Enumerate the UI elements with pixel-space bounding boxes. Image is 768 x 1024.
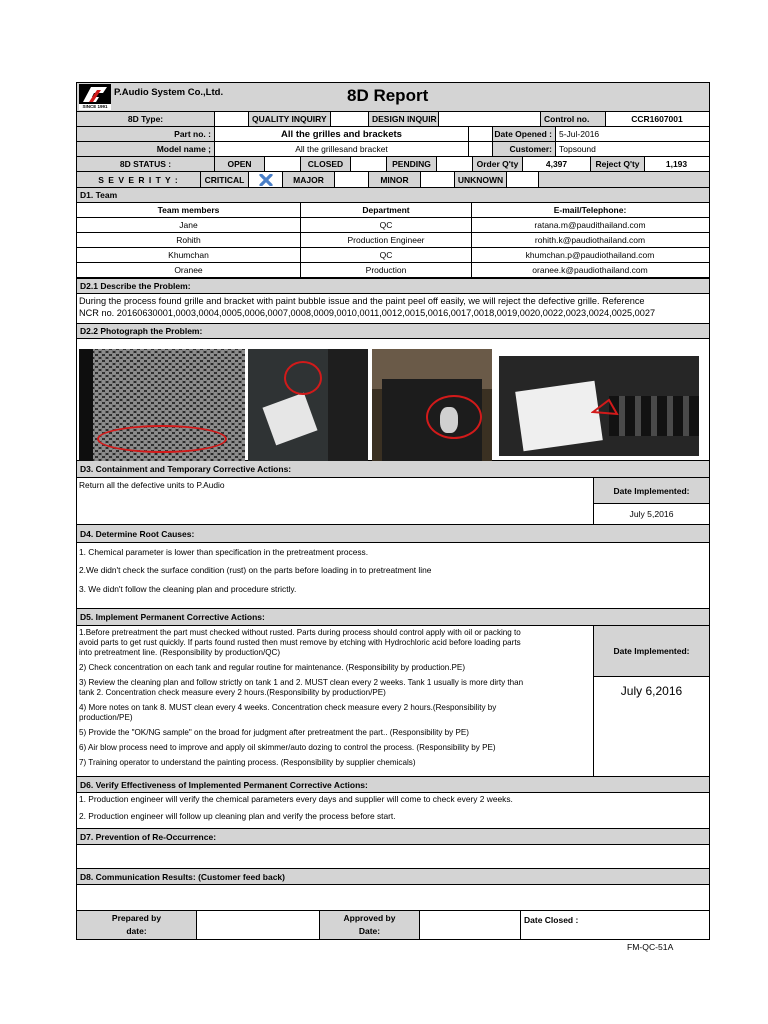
reject-qty-value[interactable]: 1,193 <box>665 159 688 169</box>
severity-critical: CRITICAL <box>201 172 249 187</box>
corrective-actions <box>79 628 523 768</box>
severity-unknown: UNKNOWN <box>455 172 507 187</box>
d21-title: D2.1 Describe the Problem: <box>77 279 709 294</box>
status-row <box>77 157 709 172</box>
prepared-by-line2: date: <box>126 926 147 936</box>
corrective-action-line: production/PE) <box>79 713 133 722</box>
root-cause-item: 1. Chemical parameter is lower than specification in the pretreatment process. <box>79 547 369 557</box>
signature-row <box>77 911 709 939</box>
problem-description <box>79 296 655 319</box>
d4-body <box>77 543 709 609</box>
type-row <box>77 112 709 127</box>
status-closed: CLOSED <box>301 157 351 171</box>
part-no-label: Part no. : <box>77 127 215 141</box>
table-row <box>77 218 709 233</box>
d5-title: D5. Implement Permanent Corrective Actions: <box>77 609 709 626</box>
prepared-by-line1: Prepared by <box>111 913 162 923</box>
model-name-label: Model name ; <box>77 142 215 156</box>
reject-qty-label: Reject Q'ty <box>591 157 645 171</box>
verification-item: 2. Production engineer will follow up cleaning plan and verify the process before start. <box>79 811 396 821</box>
approved-by-field[interactable] <box>420 911 521 939</box>
severity-minor-checkbox[interactable] <box>421 172 455 187</box>
prepared-by-field[interactable] <box>197 911 320 939</box>
control-no-label: Control no. <box>541 112 606 126</box>
approved-by-label <box>320 911 420 939</box>
x-mark-icon <box>259 174 273 186</box>
table-row <box>77 263 709 278</box>
corrective-action-line: 4) More notes on tank 8. MUST clean every 4 weeks. Concentration check measure every 2 hours.(Responsibility by <box>79 703 497 712</box>
problem-description-line1: During the process found grille and bracket with paint bubble issue and the paint peel off easily, we will reject the defective grille. Reference <box>79 296 645 306</box>
corrective-action-line: tank 2. Concentration check measure every 2 hours.(Responsibility by production/PE) <box>79 688 386 697</box>
team-member-email[interactable]: khumchan.p@paudiothailand.com <box>525 250 655 260</box>
d4-title: D4. Determine Root Causes: <box>77 525 709 543</box>
defect-photo-closeup <box>372 349 492 461</box>
arrow-mark-icon <box>591 398 621 418</box>
part-row <box>77 127 709 142</box>
d22-photos <box>77 339 709 461</box>
d1-header-email: E-mail/Telephone: <box>553 205 627 215</box>
team-member-department: Production <box>301 263 472 277</box>
corrective-action-line: 2) Check concentration on each tank and regular routine for maintenance. (Responsibility by production.PE) <box>79 663 466 672</box>
date-closed-label[interactable]: Date Closed : <box>524 915 579 925</box>
prepared-by-label <box>77 911 197 939</box>
team-member-department: Production Engineer <box>301 233 472 247</box>
team-member-name: Oranee <box>77 263 301 277</box>
severity-label: S E V E R I T Y : <box>77 172 201 187</box>
date-opened-value[interactable]: 5-Jul-2016 <box>559 129 600 139</box>
defect-photo-grille <box>79 349 245 461</box>
status-label: 8D STATUS : <box>77 157 215 171</box>
status-open-checkbox[interactable] <box>265 157 301 171</box>
customer-label: Customer: <box>493 142 556 156</box>
d6-title: D6. Verify Effectiveness of Implemented Permanent Corrective Actions: <box>77 777 709 793</box>
table-row <box>77 233 709 248</box>
verification-item: 1. Production engineer will verify the chemical parameters every days and supplier will come to check every 2 weeks. <box>79 794 513 804</box>
severity-major: MAJOR <box>283 172 335 187</box>
team-member-department: QC <box>301 218 472 232</box>
form-code: FM-QC-51A <box>627 942 674 952</box>
corrective-action-line: 6) Air blow process need to improve and apply oil skimmer/auto dozing to control the process. (Responsibility by PE) <box>79 743 496 752</box>
d3-body <box>77 478 709 525</box>
severity-minor: MINOR <box>369 172 421 187</box>
d3-title: D3. Containment and Temporary Corrective Actions: <box>77 461 709 478</box>
corrective-action-line: 1.Before pretreatment the part must checked without rusted. Parts during process should control apply with oil or packing to <box>79 628 521 637</box>
type-checkbox-1[interactable] <box>215 112 249 126</box>
problem-description-line2: NCR no. 20160630001,0003,0004,0005,0006,0007,0008,0009,0010,0011,0012,0015,0016,0017,0018,0019,0020,0022,0023,0024,0025,0027 <box>79 307 656 318</box>
status-pending: PENDING <box>387 157 437 171</box>
type-design-inquiry: DESIGN INQUIR <box>369 112 439 126</box>
team-member-name: Khumchan <box>77 248 301 262</box>
team-member-email[interactable]: rohith.k@paudiothailand.com <box>534 235 646 245</box>
d5-date-value[interactable]: July 6,2016 <box>620 684 683 698</box>
d5-date-label: Date Implemented: <box>594 626 709 677</box>
order-qty-value[interactable]: 4,397 <box>523 157 591 171</box>
model-row <box>77 142 709 157</box>
d1-header-row <box>77 203 709 218</box>
team-member-name: Rohith <box>77 233 301 247</box>
team-member-email[interactable]: ratana.m@paudithailand.com <box>534 220 646 230</box>
root-cause-item: 3. We didn't follow the cleaning plan and procedure strictly. <box>79 584 297 594</box>
report-title: 8D Report <box>347 86 429 105</box>
d3-date-value[interactable]: July 5,2016 <box>629 509 674 519</box>
d5-body <box>77 626 709 777</box>
defect-photo-bracket <box>248 349 368 461</box>
date-opened-label: Date Opened : <box>493 127 556 141</box>
8d-report-form <box>76 82 710 940</box>
status-closed-checkbox[interactable] <box>351 157 387 171</box>
report-header <box>77 83 709 112</box>
company-name: P.Audio System Co.,Ltd. <box>114 87 224 98</box>
root-cause-item: 2.We didn't check the surface condition (rust) on the parts before loading in to pretreatment line <box>79 565 432 575</box>
corrective-action-line: 3) Review the cleaning plan and follow strictly on tank 1 and 2. MUST clean every 2 weeks. Tank 1 usually is more dirty than <box>79 678 524 687</box>
d3-date-label: Date Implemented: <box>594 478 709 504</box>
d8-body <box>77 885 709 911</box>
status-open: OPEN <box>215 157 265 171</box>
corrective-action-line: 5) Provide the "OK/NG sample" on the broad for judgment after pretreatment the part.. (Responsibility by PE) <box>79 728 469 737</box>
logo-mark-icon <box>79 84 111 104</box>
d21-body <box>77 294 709 324</box>
d8-title: D8. Communication Results: (Customer feed back) <box>77 869 709 885</box>
severity-unknown-checkbox[interactable] <box>507 172 539 187</box>
d1-title: D1. Team <box>77 188 709 203</box>
d22-title: D2.2 Photograph the Problem: <box>77 324 709 339</box>
model-name-value[interactable]: All the grillesand bracket <box>215 142 469 156</box>
severity-row <box>77 172 709 188</box>
part-no-value[interactable]: All the grilles and brackets <box>215 127 469 141</box>
containment-action: Return all the defective units to P.Audio <box>79 480 225 490</box>
d7-body <box>77 845 709 869</box>
defect-photo-peel <box>499 356 699 456</box>
type-label: 8D Type: <box>77 112 215 126</box>
d1-header-members: Team members <box>77 203 301 217</box>
type-spacer <box>439 112 541 126</box>
type-checkbox-2[interactable] <box>331 112 369 126</box>
corrective-action-line: avoid parts to get rust quickly. If parts found rusted then must remove by etching with Hydrochloric acid before loading parts <box>79 638 521 647</box>
control-no-value[interactable]: CCR1607001 <box>631 114 683 124</box>
d1-header-department: Department <box>301 203 472 217</box>
table-row <box>77 248 709 263</box>
corrective-action-line: into pretreatment line. (Responsibility by production/QC) <box>79 648 281 657</box>
customer-value[interactable]: Topsound <box>559 144 596 154</box>
approved-by-line2: Date: <box>358 926 381 936</box>
severity-major-checkbox[interactable] <box>335 172 369 187</box>
model-spacer <box>469 142 493 156</box>
d7-title: D7. Prevention of Re-Occurrence: <box>77 829 709 845</box>
order-qty-label: Order Q'ty <box>473 157 523 171</box>
company-logo <box>79 84 111 110</box>
d6-body <box>77 793 709 829</box>
status-pending-checkbox[interactable] <box>437 157 473 171</box>
approved-by-line1: Approved by <box>343 913 396 923</box>
type-quality-inquiry: QUALITY INQUIRY <box>249 112 331 126</box>
team-member-department: QC <box>301 248 472 262</box>
team-member-email[interactable]: oranee.k@paudiothailand.com <box>532 265 648 275</box>
logo-since: SINCE 1991 <box>79 104 111 110</box>
part-spacer <box>469 127 493 141</box>
severity-critical-checkbox[interactable] <box>249 172 283 187</box>
team-member-name: Jane <box>77 218 301 232</box>
corrective-action-line: 7) Training operator to understand the painting process. (Responsibility by supplier chemicals) <box>79 758 416 767</box>
